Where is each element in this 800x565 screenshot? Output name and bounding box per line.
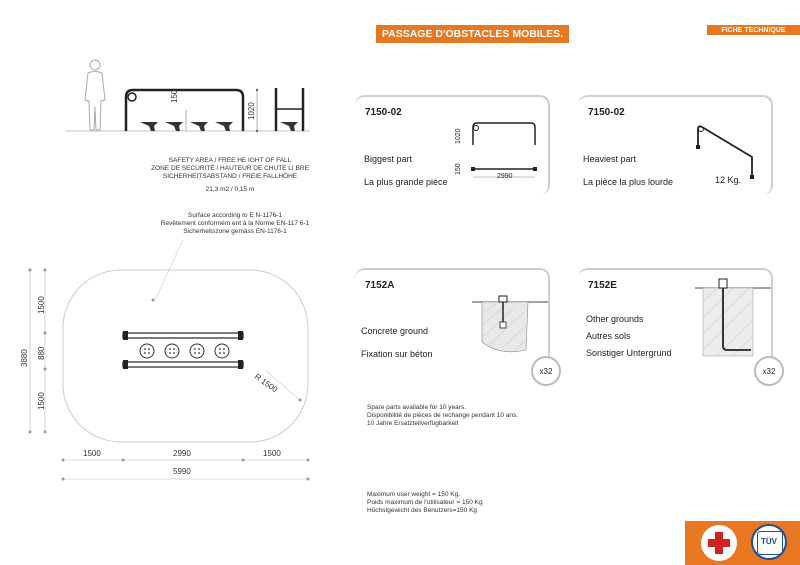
plan-horizontal-3: 1500 xyxy=(263,449,281,458)
card-other-de: Sonstiger Untergrund xyxy=(586,348,672,358)
page-title: PASSAGE D'OBSTACLES MOBILES. xyxy=(381,28,564,40)
card-heaviest-weight: 12 Kg. xyxy=(715,175,742,185)
weight-line-3: Höchstgewicht des Benutzers=150 Kg xyxy=(367,507,478,514)
safety-value: 21,3 m2 / 0,15 m xyxy=(205,186,255,193)
safety-line-3: SICHERHEITSABSTAND / FREIE FALLHÖHE xyxy=(162,173,298,180)
card-other-code: 7152E xyxy=(588,280,617,291)
card-concrete-qty: x32 xyxy=(539,366,553,376)
card-biggest-dim-h: 1020 xyxy=(455,128,462,144)
card-biggest-en: Biggest part xyxy=(364,154,413,164)
plan-vertical-2: 880 xyxy=(37,346,46,360)
max-weight-text xyxy=(367,491,483,515)
plan-vertical-3: 1500 xyxy=(37,392,46,410)
fiche-technique-tab xyxy=(707,25,800,35)
card-heaviest-fr: La pièce la plus lourde xyxy=(583,177,674,187)
card-biggest-fr: La plus grande pièce xyxy=(364,177,448,187)
weight-line-2: Poids maximum de l'utilisateur = 150 Kg xyxy=(367,499,483,506)
tuv-label: TÜV xyxy=(761,537,777,546)
card-other-qty: x32 xyxy=(762,366,776,376)
card-other-grounds xyxy=(578,268,776,376)
safety-line-2: ZONE DE SECURITÉ / HAUTEUR DE CHUTE LI BRE xyxy=(151,165,309,172)
card-concrete-en: Concrete ground xyxy=(361,326,429,336)
spare-parts-text xyxy=(367,404,518,428)
card-biggest-dim-s: 150 xyxy=(455,163,462,175)
card-heaviest-code: 7150-02 xyxy=(588,107,625,118)
plan-total-vertical: 3880 xyxy=(20,349,29,367)
card-heaviest-en: Heaviest part xyxy=(583,154,637,164)
surface-line-1: Surface according to E N-1176-1 xyxy=(187,212,283,219)
concrete-anchor-drawing xyxy=(470,292,550,362)
red-cross-icon xyxy=(701,525,737,561)
weight-line-1: Maximum user weight = 150 Kg. xyxy=(367,491,461,498)
certification-logos xyxy=(685,521,800,565)
plan-vertical-1: 1500 xyxy=(37,296,46,314)
surface-line-2: Revêtement conformém ent à la Norme EN-117 6-1 xyxy=(160,220,310,227)
spare-line-2: Disponibilité de pièces de rechange pendant 10 ans. xyxy=(367,412,519,419)
card-concrete-ground xyxy=(355,268,553,376)
card-other-fr: Autres sols xyxy=(586,331,631,341)
elevation-height-150: 150 xyxy=(170,89,179,103)
card-concrete-qty-badge xyxy=(531,356,561,386)
card-concrete-code: 7152A xyxy=(365,280,395,291)
surface-line-3: Sicherheitszone gemäss EN-1176-1 xyxy=(183,228,287,235)
card-biggest-code: 7150-02 xyxy=(365,107,402,118)
elevation-height-1020: 1020 xyxy=(247,102,256,120)
plan-total-horizontal: 5990 xyxy=(173,467,191,476)
page-title-banner xyxy=(376,25,569,43)
card-other-en: Other grounds xyxy=(586,314,644,324)
card-other-qty-badge xyxy=(754,356,784,386)
tuv-logo-icon xyxy=(751,524,787,560)
spare-line-1: Spare parts available for 10 years. xyxy=(367,404,466,411)
ground-anchor-drawing xyxy=(693,276,773,361)
plan-view xyxy=(0,0,340,490)
safety-line-1: SAFETY AREA / FREE HE IGHT OF FALL xyxy=(168,157,292,164)
spare-line-3: 10 Jahre Ersatzteilverfügbarkeit xyxy=(367,420,459,427)
plan-radius: R 1500 xyxy=(252,372,280,395)
card-heaviest-part xyxy=(578,95,773,195)
card-biggest-dim-w: 2990 xyxy=(497,173,513,180)
plan-horizontal-2: 2990 xyxy=(173,449,191,458)
card-biggest-part xyxy=(355,95,550,195)
card-concrete-fr: Fixation sur béton xyxy=(361,349,433,359)
fiche-technique-label: FICHE TECHNIQUE xyxy=(721,26,786,34)
plan-horizontal-1: 1500 xyxy=(83,449,101,458)
heaviest-part-drawing xyxy=(688,119,768,179)
